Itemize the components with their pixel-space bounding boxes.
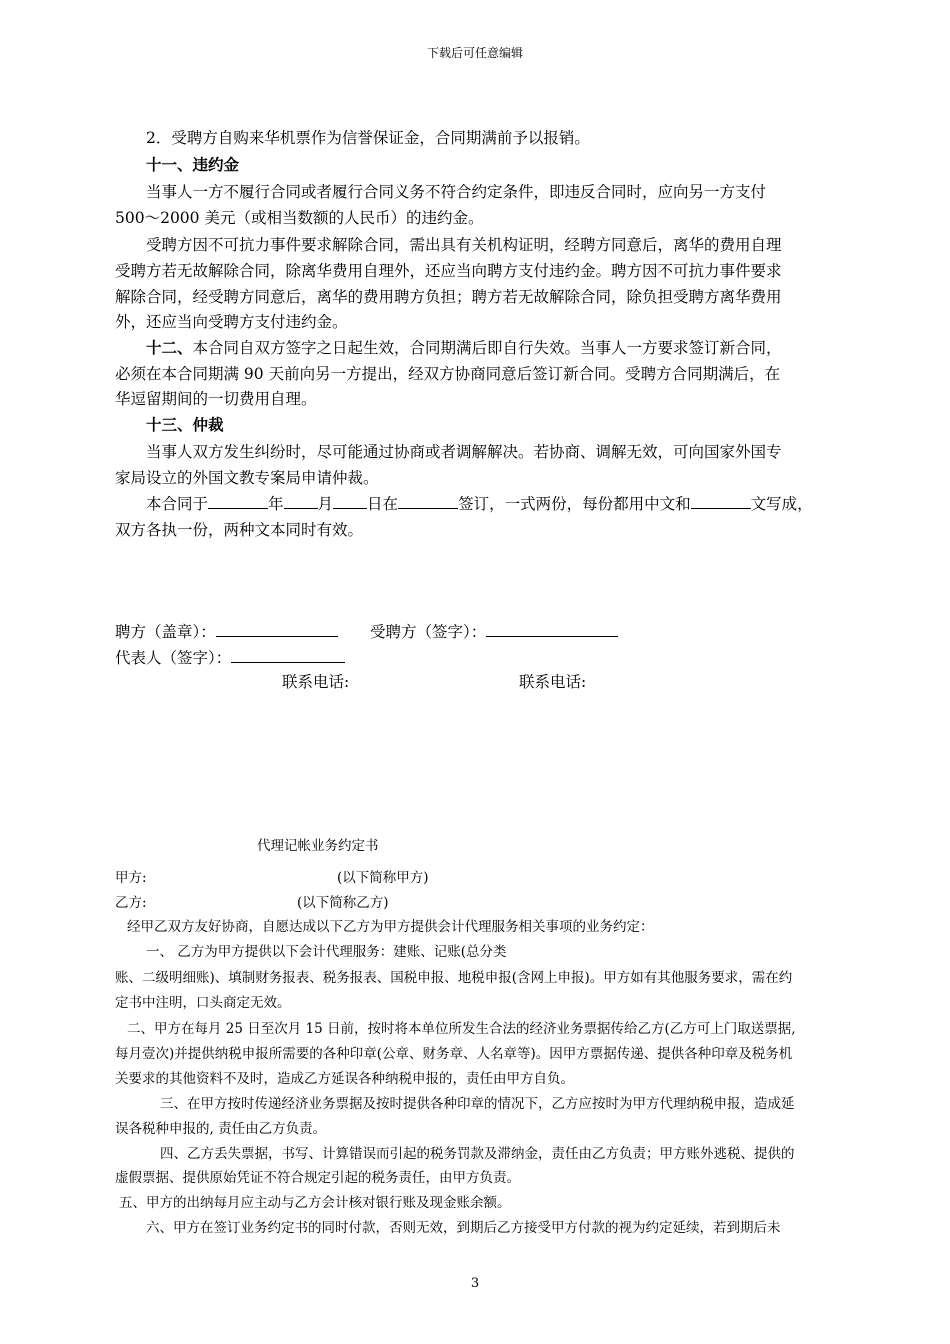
signing-line2: 双方各执一份，两种文本同时有效。: [115, 521, 364, 539]
page-header-watermark: 下载后可任意编辑: [426, 46, 523, 60]
blank-day[interactable]: [333, 494, 367, 509]
section-12-label: 十二、: [146, 338, 193, 357]
clause-2-line2: 每月壹次)并提供纳税申报所需要的各种印章(公章、财务章、人名章等)。因甲方票据传递、提供各种印章及税务机: [115, 1046, 793, 1062]
employee-sign-label: 受聘方（签字）：: [370, 623, 487, 641]
section-11-p2-line1: 受聘方因不可抗力事件要求解除合同，需出具有关机构证明，经聘方同意后，离华的费用自理: [146, 236, 782, 254]
party-b-note: (以下简称乙方): [297, 895, 389, 911]
clause-3-line2: 误各税种申报的, 责任由乙方负责。: [115, 1121, 327, 1137]
clause-4-line1: 四、乙方丢失票据，书写、计算错误而引起的税务罚款及滞纳金，责任由乙方负责；甲方账外逃税、提供的: [160, 1146, 795, 1162]
section-12-text: 本合同自双方签字之日起生效，合同期满后即自行失效。当事人一方要求签订新合同，: [192, 339, 782, 357]
section-13-line2: 家局设立的外国文教专案局申请仲裁。: [115, 469, 379, 487]
employer-seal-row: [115, 620, 338, 642]
clause-6-line1: 六、甲方在签订业务约定书的同时付款，否则无效，到期后乙方接受甲方付款的视为约定延续，若到期后未: [146, 1220, 781, 1236]
signing-date-line: [146, 492, 813, 514]
signing-prefix: 本合同于: [146, 495, 209, 513]
rep-sign-label: 代表人（签字）：: [115, 649, 232, 667]
employer-seal-label: 聘方（盖章）：: [115, 623, 216, 641]
clause-2-line1: 二、甲方在每月 25 日至次月 15 日前，按时将本单位所发生合法的经济业务票据传给乙方(乙方可上门取送票据,: [127, 1021, 796, 1037]
clause-2-line3: 关要求的其他资料不及时，造成乙方延误各种纳税申报的，责任由甲方自负。: [115, 1071, 574, 1087]
employee-phone-label: 联系电话:: [519, 673, 587, 691]
signing-year: 年: [268, 495, 284, 513]
signing-day-at: 日在: [367, 495, 399, 513]
agreement-title: 代理记帐业务约定书: [257, 838, 379, 854]
section-12-line2: 必须在本合同期满 90 天前向另一方提出，经双方协商同意后签订新合同。受聘方合同期满后，在: [115, 365, 781, 383]
section-11-p2-line2: 受聘方若无故解除合同，除离华费用自理外，还应当向聘方支付违约金。聘方因不可抗力事件要求: [115, 262, 782, 280]
page-number: 3: [470, 1276, 480, 1291]
clause-1-line3: 定书中注明，口头商定无效。: [115, 995, 291, 1011]
clause-3-line1: 三、在甲方按时传递经济业务票据及按时提供各种印章的情况下，乙方应按时为甲方代理纳税申报，造成延: [160, 1096, 795, 1112]
party-b-label: 乙方:: [115, 895, 147, 911]
contract-item-2: 2．受聘方自购来华机票作为信誉保证金，合同期满前予以报销。: [146, 129, 590, 147]
blank-language[interactable]: [691, 494, 751, 509]
rep-sign-row: [115, 646, 345, 668]
clause-4-line2: 虚假票据、提供原始凭证不符合规定引起的税务责任，由甲方负责。: [115, 1170, 520, 1186]
section-13-title: 十三、仲裁: [146, 415, 224, 434]
signing-mid: 签订，一式两份，每份都用中文和: [458, 495, 691, 513]
blank-year[interactable]: [208, 494, 268, 509]
agreement-intro: 经甲乙双方友好协商，自愿达成以下乙方为甲方提供会计代理服务相关事项的业务约定：: [127, 919, 654, 935]
employer-phone-label: 联系电话:: [282, 673, 350, 691]
employee-sign-field[interactable]: [486, 622, 618, 637]
blank-month[interactable]: [284, 494, 318, 509]
clause-1-line2: 账、二级明细账)、填制财务报表、税务报表、国税申报、地税申报(含网上申报)。甲方如有其他服务要求，需在约: [115, 970, 793, 986]
section-11-p1-line2: 500～2000 美元（或相当数额的人民币）的违约金。: [115, 209, 484, 227]
section-11-title: 十一、违约金: [146, 155, 240, 174]
party-a-note: (以下简称甲方): [337, 870, 429, 886]
section-11-p2-line4: 外，还应当向受聘方支付违约金。: [115, 313, 348, 331]
signing-month: 月: [317, 495, 334, 513]
employee-sign-row: [370, 620, 618, 642]
clause-1-line1: 一、 乙方为甲方提供以下会计代理服务：建账、记账(总分类: [146, 944, 507, 960]
party-a-label: 甲方:: [115, 870, 147, 886]
blank-place[interactable]: [398, 494, 458, 509]
section-12-line3: 华逗留期间的一切费用自理。: [115, 390, 317, 408]
section-13-line1: 当事人双方发生纠纷时，尽可能通过协商或者调解解决。若协商、调解无效，可向国家外国专: [146, 443, 782, 461]
employer-seal-field[interactable]: [216, 622, 338, 637]
rep-sign-field[interactable]: [231, 648, 345, 663]
section-12-line1: [146, 336, 782, 358]
clause-5: 五、甲方的出纳每月应主动与乙方会计核对银行账及现金账余额。: [119, 1195, 511, 1211]
section-11-p1-line1: 当事人一方不履行合同或者履行合同义务不符合约定条件，即违反合同时，应向另一方支付: [146, 183, 767, 201]
section-11-p2-line3: 解除合同，经受聘方同意后，离华的费用聘方负担；聘方若无故解除合同，除负担受聘方离华费用: [115, 288, 782, 306]
signing-lang-suffix: 文写成，: [750, 495, 813, 513]
